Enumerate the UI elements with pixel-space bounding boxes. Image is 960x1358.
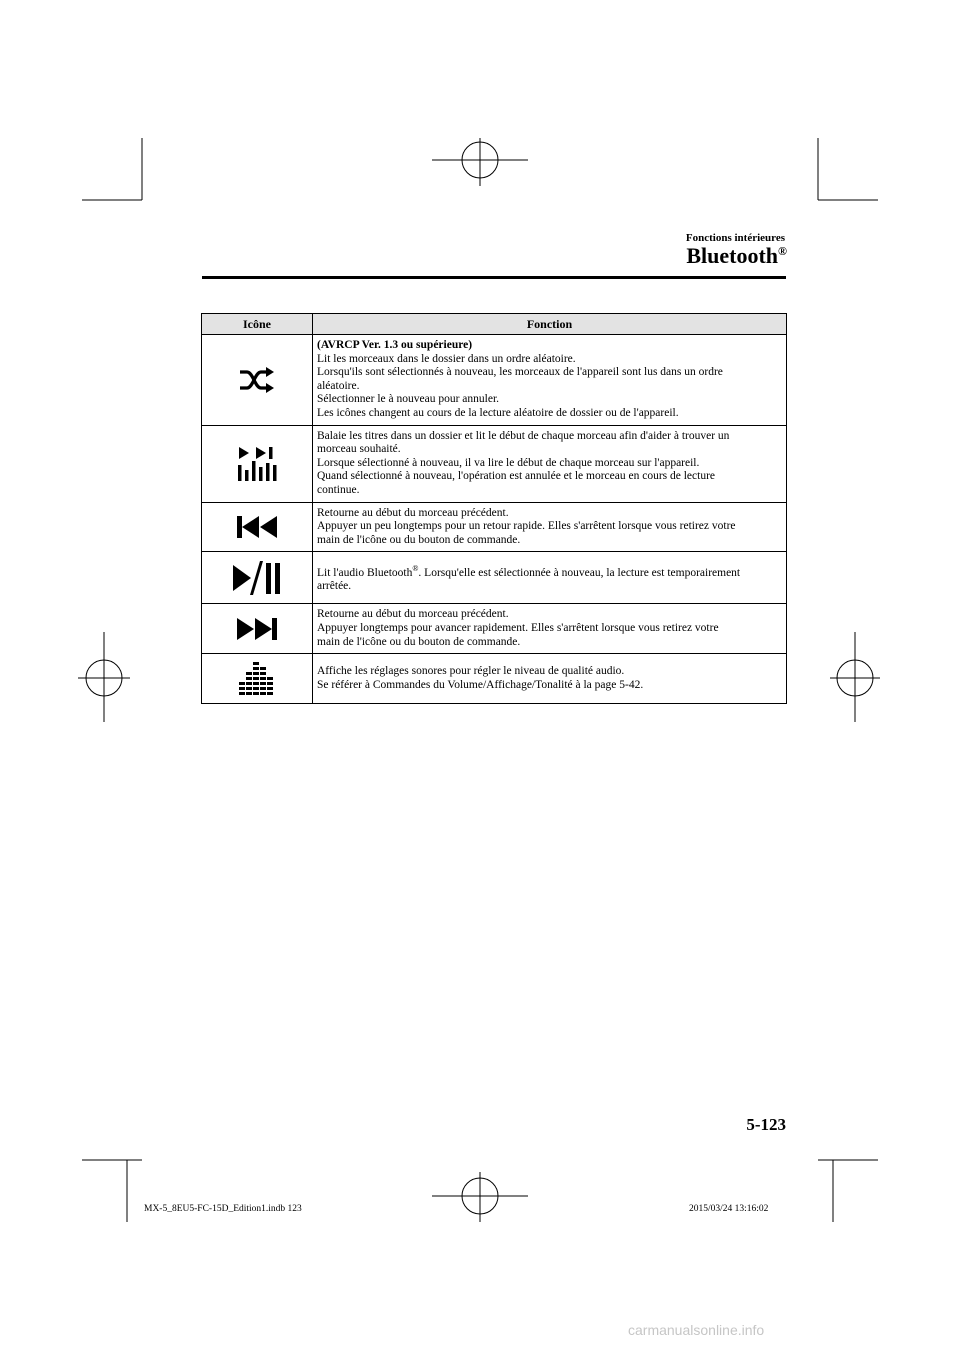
function-line: Sélectionner le à nouveau pour annuler. <box>317 393 500 406</box>
page-title <box>686 243 787 269</box>
icon-cell <box>202 604 313 654</box>
function-line: Lit les morceaux dans le dossier dans un ordre aléatoire. <box>317 352 576 365</box>
function-cell <box>313 654 787 704</box>
icon-cell <box>202 502 313 552</box>
play-pause-icon <box>232 560 282 596</box>
icon-cell <box>202 335 313 426</box>
page-number: 5-123 <box>746 1115 786 1134</box>
table-row <box>202 654 787 704</box>
function-text: Lit l'audio Bluetooth <box>317 566 413 579</box>
function-line: Lorsqu'ils sont sélectionnés à nouveau, les morceaux de l'appareil sont lus dans un ordre <box>317 366 723 379</box>
function-line: Retourne au début du morceau précédent. <box>317 608 509 621</box>
icon-function-table <box>201 313 787 704</box>
sound-settings-icon <box>239 661 275 697</box>
previous-track-icon <box>236 515 278 539</box>
next-track-icon <box>236 617 278 641</box>
table-row <box>202 425 787 502</box>
function-cell <box>313 552 787 604</box>
function-line: Les icônes changent au cours de la lecture aléatoire de dossier ou de l'appareil. <box>317 406 679 419</box>
function-cell <box>313 604 787 654</box>
function-line: arrêtée. <box>317 580 352 593</box>
function-cell <box>313 425 787 502</box>
function-line: Appuyer un peu longtemps pour un retour rapide. Elles s'arrêtent lorsque vous retirez votre <box>317 520 736 533</box>
function-cell <box>313 335 787 426</box>
icon-cell <box>202 654 313 704</box>
table-row <box>202 335 787 426</box>
table-header-row <box>202 314 787 335</box>
table-row <box>202 552 787 604</box>
function-line: Retourne au début du morceau précédent. <box>317 506 509 519</box>
registered-mark: ® <box>778 244 787 258</box>
footer-timestamp: 2015/03/24 13:16:02 <box>689 1204 769 1214</box>
shuffle-icon <box>239 367 275 393</box>
function-line: morceau souhaité. <box>317 443 401 456</box>
scan-icon <box>236 445 278 483</box>
function-line: Se référer à Commandes du Volume/Affichage/Tonalité à la page 5-42. <box>317 678 644 691</box>
function-line: continue. <box>317 483 360 496</box>
registered-mark: ® <box>412 563 419 573</box>
function-line <box>317 562 782 580</box>
function-line: main de l'icône ou du bouton de commande. <box>317 533 521 546</box>
function-line: (AVRCP Ver. 1.3 ou supérieure) <box>317 339 473 351</box>
function-line: Quand sélectionné à nouveau, l'opération est annulée et le morceau en cours de lecture <box>317 470 716 483</box>
function-line: aléatoire. <box>317 379 360 392</box>
function-line: Affiche les réglages sonores pour régler le niveau de qualité audio. <box>317 665 625 677</box>
page-title-text: Bluetooth <box>686 243 779 268</box>
column-header-icon: Icône <box>202 314 313 335</box>
table-row <box>202 502 787 552</box>
icon-cell <box>202 552 313 604</box>
function-line: Lorsque sélectionné à nouveau, il va lire le début de chaque morceau sur l'appareil. <box>317 456 700 469</box>
function-line: main de l'icône ou du bouton de commande. <box>317 635 521 648</box>
section-label: Fonctions intérieures <box>685 232 785 244</box>
column-header-function: Fonction <box>313 314 787 335</box>
function-text: . Lorsqu'elle est sélectionnée à nouveau, la lecture est temporairement <box>418 566 741 579</box>
function-line: Appuyer longtemps pour avancer rapidement. Elles s'arrêtent lorsque vous retirez votre <box>317 621 719 634</box>
title-rule <box>202 276 786 279</box>
function-cell <box>313 502 787 552</box>
watermark: carmanualsonline.info <box>628 1322 765 1338</box>
function-line: Balaie les titres dans un dossier et lit le début de chaque morceau afin d'aider à trouver un <box>317 429 730 442</box>
footer-file-name: MX-5_8EU5-FC-15D_Edition1.indb 123 <box>144 1204 302 1214</box>
icon-cell <box>202 425 313 502</box>
table-row <box>202 604 787 654</box>
